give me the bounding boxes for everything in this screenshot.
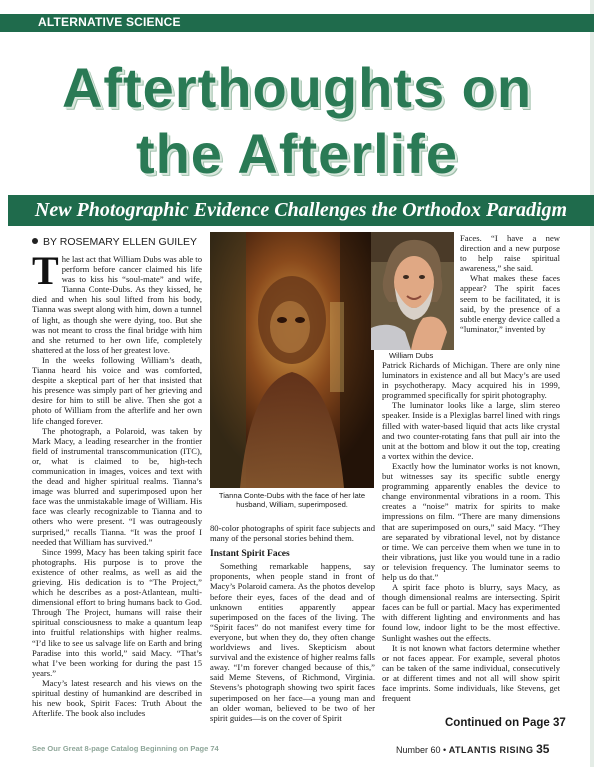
article-paragraph: A spirit face photo is blurry, says Macy, as though dimensional realms are intersecting. Spirit faces can be full or partial. Macy has experimented with different lighting and environments and has found low, indoor light to be the most effective. Sunlight washes out the effects.: [382, 582, 560, 643]
article-paragraph: Since 1999, Macy has been taking spirit face photographs. His purpose is to prove the existence of other realms, as well as aid the grieving. His dedication is to “The Project,” which he describes as a post-Atlantean, multi-dimensional effort to bring humans back to God. Through The Project, humans will raise their spiritual consciousness to make a quantum leap into fruitful relationships with higher realms. “I’d like to see us salvage life on Earth and bring Paradise into this world,” said Macy. “That’s what I’ve been working for during the past 15 years.”: [32, 546, 202, 678]
continued-link[interactable]: Continued on Page 37: [445, 717, 566, 729]
article-paragraph: What makes these faces appear? The spirit faces seem to be facilitated, it is said, by the presence of a subtle energy device called a “luminator,” invented by: [460, 273, 560, 334]
bullet-icon: [32, 238, 38, 244]
william-dubs-photo: [371, 232, 454, 350]
section-heading: Instant Spirit Faces: [210, 549, 290, 560]
article-paragraph: In the weeks following William’s death, Tianna heard his voice and was comforted, despite a skeptical part of her that insisted that his presence was simply part of her grieving and desire for him to still be alive. Then she got a photo of William from the afterlife and her own life changed forever.: [32, 354, 202, 426]
drop-cap: T: [32, 248, 59, 293]
photo-caption-tianna: Tianna Conte-Dubs with the face of her late husband, William, superimposed.: [218, 491, 366, 509]
issue-number: Number 60 •: [396, 745, 447, 755]
article-paragraph: The photograph, a Polaroid, was taken by Mark Macy, a leading researcher in the frontier field of instrumental transcommunication (ITC), or, what is claimed to be, high-tech communication in images, voices and text with the dead and higher spiritual realms. Tianna’s image was blurred and superimposed upon her face was the unmistakable image of William. His face was clearly recognizable to Tianna and to others who were present. “I was outrageously surprised,” recalls Tianna. “It was the proof I needed that William has survived.”: [32, 425, 202, 547]
subtitle: New Photographic Evidence Challenges the Orthodox Paradigm: [34, 199, 568, 221]
subtitle-bar: [8, 195, 594, 226]
headline-line-1: Afterthoughts on: [61, 56, 533, 119]
article-paragraph: Faces. “I have a new direction and a new purpose to help raise spiritual awareness,” she said.: [460, 233, 560, 274]
article-paragraph: Something remarkable happens, say proponents, when people stand in front of Macy’s Polaroid camera. As the photos develop before their eyes, faces of the dead and of unknown entities apparently appear superimposed on the faces of the living. The “Spirit faces” do not manifest every time for everyone, but when they do, they often change worldviews and lives. Skepticism about survival and the existence of higher realms falls away. “I’m forever changed because of this,” said Meme Stevens, of Richmond, Virginia. Stevens’s photograph showing two spirit faces superimposed on her face—a young man and an older woman, believed to be two of her spirit guides—is on the cover of Spirit: [210, 561, 375, 723]
article-column-2: [210, 523, 375, 723]
spirit-face-photo-art: [210, 232, 374, 488]
page-number: 35: [536, 742, 550, 756]
section-label: ALTERNATIVE SCIENCE: [38, 15, 181, 29]
byline-text: BY ROSEMARY ELLEN GUILEY: [43, 236, 198, 248]
photo-caption-william: William Dubs: [389, 351, 434, 360]
byline: [32, 236, 197, 248]
headline-line-2: the Afterlife: [135, 122, 459, 185]
article-paragraph: The last act that William Dubs was able to perform before cancer claimed his life was to kiss his “soul-mate” and wife, Tianna Conte-Dubs. As they kissed, he died and when his soul lifted from his body, Tianna was swept along with him, down a tunnel of light, as though she were dying, too. But she was not meant to cross the final bridge with him and she returned to her own life, completely shattered at the loss of her greatest love.: [32, 248, 202, 355]
spirit-face-photo: [210, 232, 374, 488]
article-column-3: [382, 360, 560, 703]
magazine-name: ATLANTIS RISING: [448, 745, 534, 755]
article-column-3-top: [460, 233, 560, 334]
article-column-1: [32, 248, 202, 719]
portrait-art: [371, 232, 454, 350]
article-paragraph: Exactly how the luminator works is not known, but witnesses say its specific subtle energy programming apparently enables the device to change environmental vibrations in a room. This creates a “noise” matrix for spirits to make impressions on film. “There are many dimensions that are superimposed on ours,” said Macy. “They are separated by vibrational level, not by distance or time. We can perceive them when we tune in to their vibrations, just like you would tune in a radio or television frequency. The luminator seems to help us do that.”: [382, 460, 560, 582]
article-paragraph: Macy’s latest research and his views on the spiritual destiny of humankind are described in his new book, Spirit Faces: Truth About the Afterlife. The book also includes: [32, 677, 202, 719]
section-bar: [0, 14, 594, 32]
article-paragraph: Patrick Richards of Michigan. There are only nine luminators in existence and all but Macy’s are used in psychotherapy. Macy acquired his in 1999, programmed specifically for spirit photography.: [382, 360, 560, 401]
article-paragraph: 80-color photographs of spirit face subjects and many of the personal stories behind them.: [210, 523, 375, 544]
footer-folio: [396, 742, 549, 756]
article-paragraph: It is not known what factors determine whether or not faces appear. For example, several photos can be taken of the same individual, consecutively or at different times and not all will show spirit face imprints. Some individuals, like Stevens, get frequent: [382, 642, 560, 704]
footer-catalog-note: See Our Great 8-page Catalog Beginning on Page 74: [32, 744, 219, 753]
article-paragraph: The luminator looks like a large, slim stereo speaker. Inside is a Plexiglas barrel lined with rings filled with water-based liquid that acts like crystal and two counter-rotating fans that pull air into the unit at the bottom and blow it out the top, creating a vortex within the device.: [382, 400, 560, 461]
